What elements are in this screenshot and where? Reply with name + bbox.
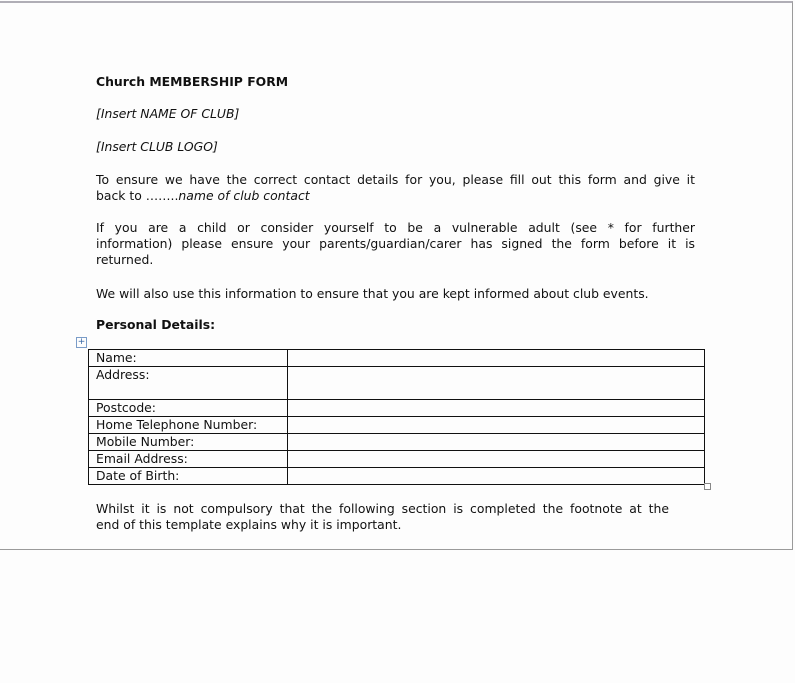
intro-line-1: To ensure we have the correct contact details for you, please fill out this form and give it bbox=[96, 172, 695, 187]
table-row bbox=[89, 350, 705, 367]
table-resize-handle[interactable] bbox=[704, 483, 711, 490]
row-label: Address: bbox=[89, 367, 288, 400]
form-title: Church MEMBERSHIP FORM bbox=[96, 74, 289, 89]
intro-line-2: back to ……..name of club contact bbox=[96, 188, 310, 203]
club-logo-placeholder: [Insert CLUB LOGO] bbox=[96, 139, 218, 154]
footnote-line-2: end of this template explains why it is important. bbox=[96, 517, 402, 532]
row-label: Postcode: bbox=[89, 400, 288, 417]
table-row bbox=[89, 468, 705, 485]
postcode-field[interactable] bbox=[288, 400, 705, 417]
info-use-text: We will also use this information to ensure that you are kept informed about club events. bbox=[96, 286, 649, 301]
table-row bbox=[89, 451, 705, 468]
footnote-line-1: Whilst it is not compulsory that the following section is completed the footnote at the bbox=[96, 501, 669, 516]
child-notice-line-1: If you are a child or consider yourself to be a vulnerable adult (see * for further bbox=[96, 220, 695, 235]
address-field[interactable] bbox=[288, 367, 705, 400]
personal-details-table bbox=[88, 349, 705, 485]
date-of-birth-field[interactable] bbox=[288, 468, 705, 485]
table-row bbox=[89, 434, 705, 451]
row-label: Mobile Number: bbox=[89, 434, 288, 451]
row-label: Name: bbox=[89, 350, 288, 367]
row-label: Date of Birth: bbox=[89, 468, 288, 485]
table-row bbox=[89, 417, 705, 434]
club-name-placeholder: [Insert NAME OF CLUB] bbox=[96, 106, 240, 121]
name-field[interactable] bbox=[288, 350, 705, 367]
child-notice-line-3: returned. bbox=[96, 252, 154, 267]
mobile-number-field[interactable] bbox=[288, 434, 705, 451]
row-label: Email Address: bbox=[89, 451, 288, 468]
row-label: Home Telephone Number: bbox=[89, 417, 288, 434]
table-row bbox=[89, 367, 705, 400]
table-row bbox=[89, 400, 705, 417]
child-notice-line-2: information) please ensure your parents/guardian/carer has signed the form before it is bbox=[96, 236, 695, 251]
table-move-handle-icon[interactable]: + bbox=[77, 337, 86, 347]
email-address-field[interactable] bbox=[288, 451, 705, 468]
home-telephone-field[interactable] bbox=[288, 417, 705, 434]
section-heading: Personal Details: bbox=[96, 317, 216, 332]
